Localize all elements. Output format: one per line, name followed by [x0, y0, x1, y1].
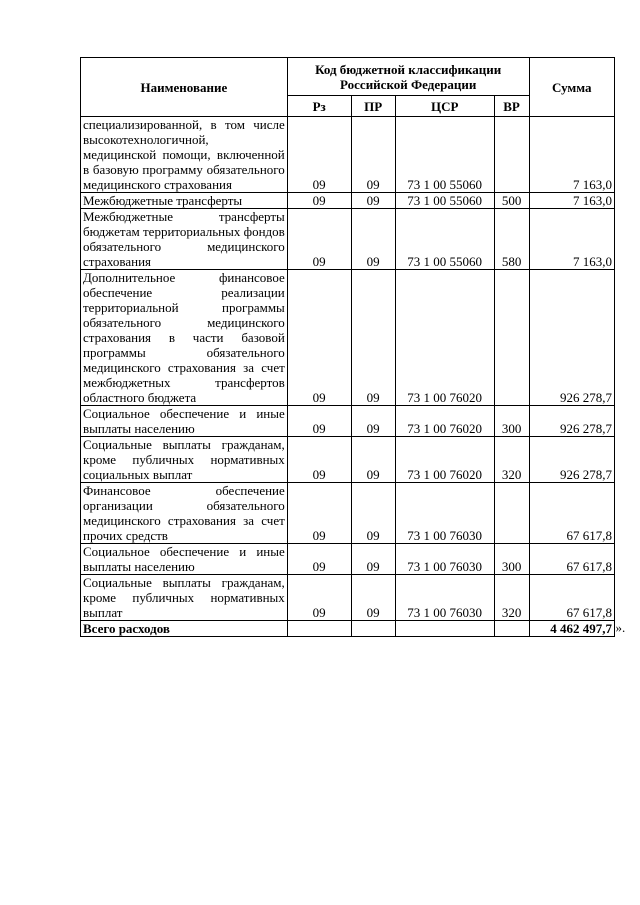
row-rz: 09	[287, 544, 351, 575]
header-pr: ПР	[351, 96, 395, 117]
row-pr: 09	[351, 117, 395, 193]
row-csr: 73 1 00 76020	[395, 406, 494, 437]
row-csr: 73 1 00 55060	[395, 117, 494, 193]
row-vr: 300	[494, 406, 529, 437]
row-sum: 7 163,0	[529, 117, 614, 193]
row-sum: 926 278,7	[529, 270, 614, 406]
row-sum: 67 617,8	[529, 575, 614, 621]
total-csr	[395, 621, 494, 637]
row-name: Социальное обеспечение и иные выплаты населению	[81, 544, 288, 575]
row-rz: 09	[287, 437, 351, 483]
row-sum: 926 278,7	[529, 406, 614, 437]
row-name: Социальное обеспечение и иные выплаты населению	[81, 406, 288, 437]
table-row	[81, 483, 615, 544]
row-rz: 09	[287, 406, 351, 437]
row-vr: 320	[494, 437, 529, 483]
row-pr: 09	[351, 270, 395, 406]
row-sum: 67 617,8	[529, 483, 614, 544]
table-row	[81, 270, 615, 406]
row-pr: 09	[351, 209, 395, 270]
row-csr: 73 1 00 76020	[395, 437, 494, 483]
row-csr: 73 1 00 76030	[395, 544, 494, 575]
row-rz: 09	[287, 193, 351, 209]
table-row	[81, 575, 615, 621]
total-vr	[494, 621, 529, 637]
row-sum: 7 163,0	[529, 193, 614, 209]
row-csr: 73 1 00 55060	[395, 209, 494, 270]
row-name: Социальные выплаты гражданам, кроме публичных нормативных выплат	[81, 575, 288, 621]
budget-table	[80, 57, 615, 637]
table-row	[81, 209, 615, 270]
row-name: специализированной, в том числе высокотехнологичной, медицинской помощи, включенной в базовую программу обязательного медицинского страхования	[81, 117, 288, 193]
row-csr: 73 1 00 76020	[395, 270, 494, 406]
total-rz	[287, 621, 351, 637]
total-pr	[351, 621, 395, 637]
row-name: Дополнительное финансовое обеспечение реализации территориальной программы обязательного медицинского страхования в части базовой программы обязательного медицинского страхования за счет межбюджетных трансфертов областного бюджета	[81, 270, 288, 406]
header-vr: ВР	[494, 96, 529, 117]
table-row	[81, 406, 615, 437]
row-sum: 926 278,7	[529, 437, 614, 483]
row-pr: 09	[351, 483, 395, 544]
row-vr: 320	[494, 575, 529, 621]
row-rz: 09	[287, 209, 351, 270]
row-vr: 500	[494, 193, 529, 209]
header-budget-code: Код бюджетной классификации Российской Федерации	[287, 58, 529, 96]
row-vr	[494, 483, 529, 544]
row-pr: 09	[351, 575, 395, 621]
row-name: Межбюджетные трансферты бюджетам территориальных фондов обязательного медицинского страхования	[81, 209, 288, 270]
total-label: Всего расходов	[81, 621, 288, 637]
row-name: Финансовое обеспечение организации обязательного медицинского страхования за счет прочих средств	[81, 483, 288, 544]
table-header	[81, 58, 615, 117]
table-row	[81, 193, 615, 209]
row-pr: 09	[351, 193, 395, 209]
header-name: Наименование	[81, 58, 288, 117]
row-csr: 73 1 00 76030	[395, 575, 494, 621]
row-vr: 300	[494, 544, 529, 575]
row-rz: 09	[287, 117, 351, 193]
row-name: Социальные выплаты гражданам, кроме публичных нормативных социальных выплат	[81, 437, 288, 483]
row-rz: 09	[287, 575, 351, 621]
header-csr: ЦСР	[395, 96, 494, 117]
total-row	[81, 621, 615, 637]
total-sum: 4 462 497,7	[529, 621, 614, 637]
header-sum: Сумма	[529, 58, 614, 117]
row-vr	[494, 117, 529, 193]
row-rz: 09	[287, 483, 351, 544]
row-vr	[494, 270, 529, 406]
row-pr: 09	[351, 406, 395, 437]
row-rz: 09	[287, 270, 351, 406]
row-sum: 67 617,8	[529, 544, 614, 575]
header-rz: Рз	[287, 96, 351, 117]
row-csr: 73 1 00 76030	[395, 483, 494, 544]
table-row	[81, 437, 615, 483]
table-row	[81, 544, 615, 575]
row-pr: 09	[351, 437, 395, 483]
row-pr: 09	[351, 544, 395, 575]
row-vr: 580	[494, 209, 529, 270]
closing-quote-suffix: ».	[615, 619, 626, 635]
row-name: Межбюджетные трансферты	[81, 193, 288, 209]
row-sum: 7 163,0	[529, 209, 614, 270]
row-csr: 73 1 00 55060	[395, 193, 494, 209]
table-row	[81, 117, 615, 193]
